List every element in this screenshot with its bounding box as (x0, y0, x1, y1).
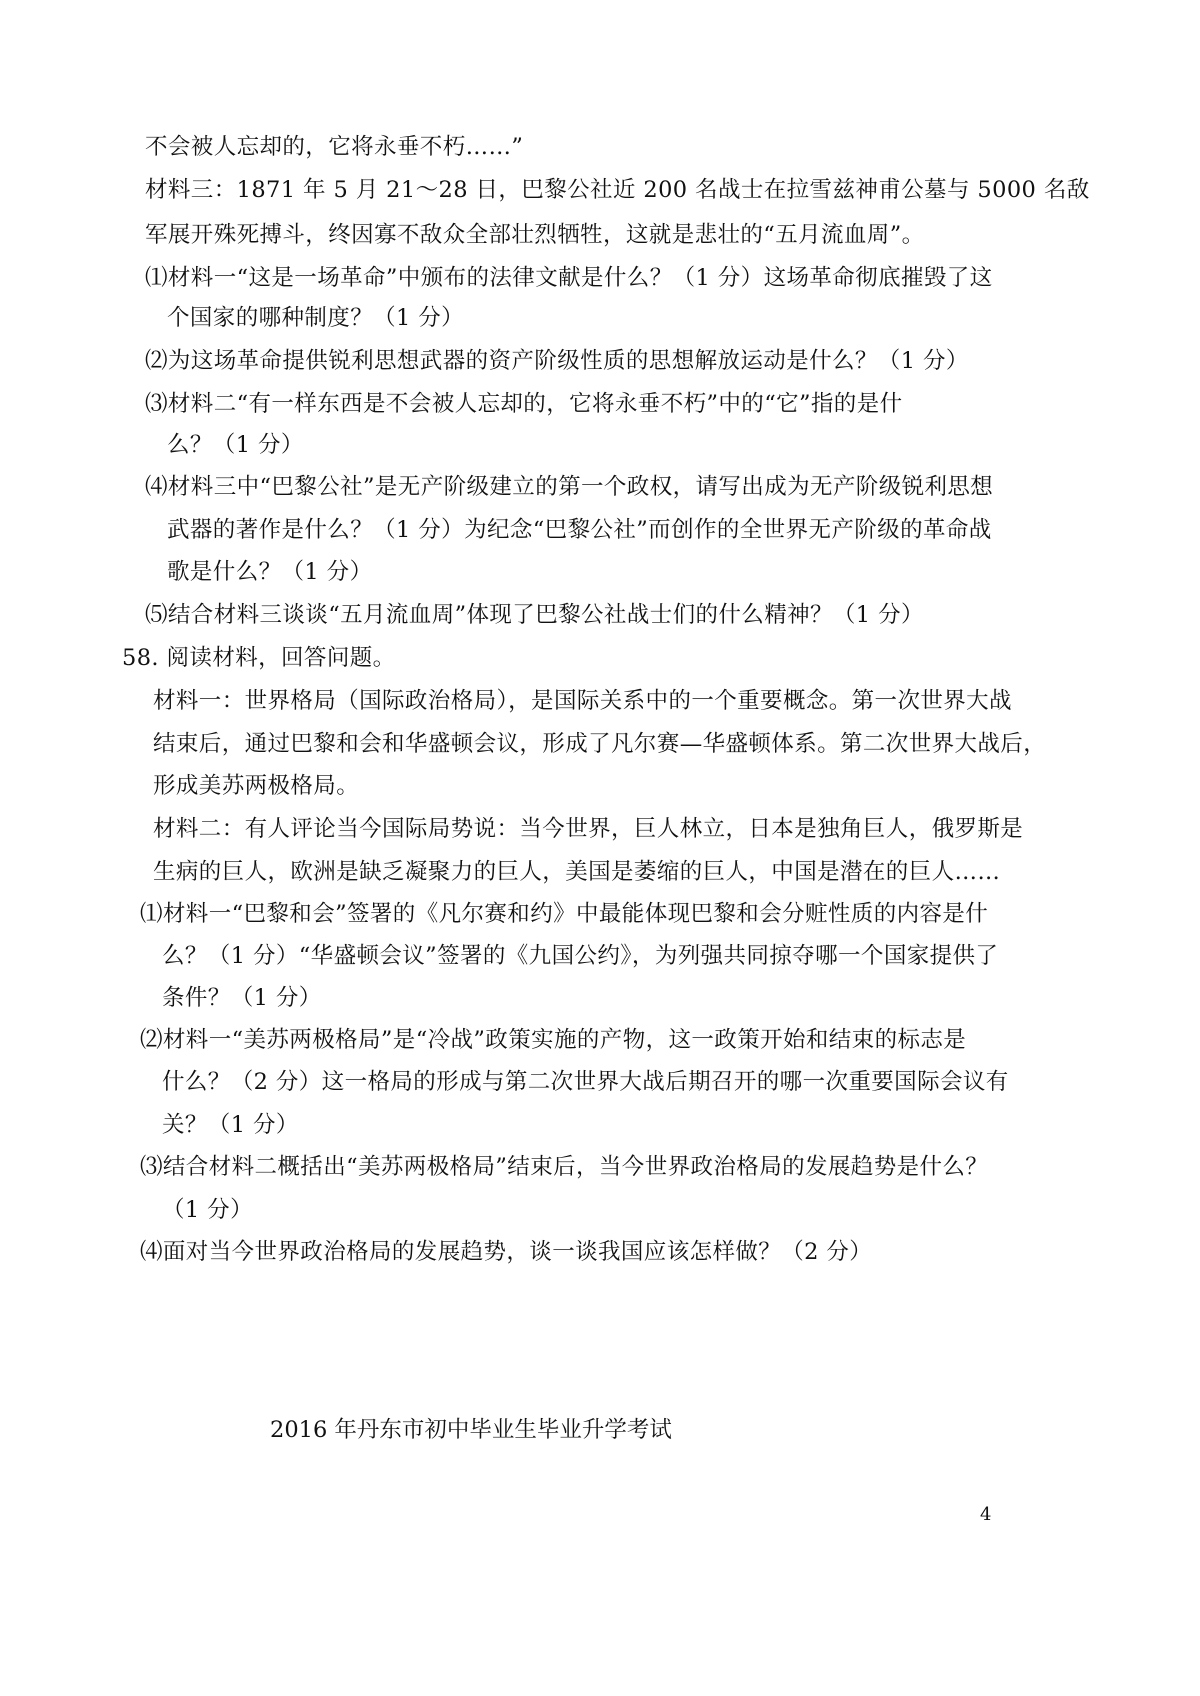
q58-material2-line-1: 材料二：有人评论当今国际局势说：当今世界，巨人林立，日本是独角巨人，俄罗斯是 (153, 816, 1024, 842)
q57-4-line-2: 武器的著作是什么？（1 分）为纪念“巴黎公社”而创作的全世界无产阶级的革命战 (167, 517, 992, 543)
q57-3-line-2: 么？（1 分） (167, 432, 304, 458)
q57-4-line-3: 歌是什么？（1 分） (167, 559, 373, 585)
q58-2-line-1: ⑵材料一“美苏两极格局”是“冷战”政策实施的产物，这一政策开始和结束的标志是 (140, 1027, 967, 1053)
material2-tail: 不会被人忘却的，它将永垂不朽……” (145, 134, 524, 160)
material3-line-1: 材料三：1871 年 5 月 21～28 日，巴黎公社近 200 名战士在拉雪兹神甫公墓与 5000 名敌 (145, 177, 1090, 203)
q58-material2-line-2: 生病的巨人，欧洲是缺乏凝聚力的巨人，美国是萎缩的巨人，中国是潜在的巨人…… (153, 859, 1001, 885)
material3-line-2: 军展开殊死搏斗，终因寡不敌众全部壮烈牺牲，这就是悲壮的“五月流血周”。 (145, 222, 925, 248)
q57-1-line-1: ⑴材料一“这是一场革命”中颁布的法律文献是什么？（1 分）这场革命彻底摧毁了这 (145, 265, 993, 291)
q58-3-line-2: （1 分） (162, 1197, 253, 1223)
q58-2-line-3: 关？（1 分） (162, 1112, 299, 1138)
q57-5-line-1: ⑸结合材料三谈谈“五月流血周”体现了巴黎公社战士们的什么精神？（1 分） (145, 602, 924, 628)
q58-1-line-3: 条件？（1 分） (162, 985, 322, 1011)
page-number: 4 (980, 1504, 992, 1525)
q58-1-line-1: ⑴材料一“巴黎和会”签署的《凡尔赛和约》中最能体现巴黎和会分赃性质的内容是什 (140, 901, 989, 927)
q57-4-line-1: ⑷材料三中“巴黎公社”是无产阶级建立的第一个政权，请写出成为无产阶级锐利思想 (145, 474, 994, 500)
q58-material1-line-3: 形成美苏两极格局。 (153, 773, 360, 799)
q57-1-line-2: 个国家的哪种制度？（1 分） (167, 305, 465, 331)
q58-material1-line-2: 结束后，通过巴黎和会和华盛顿会议，形成了凡尔赛—华盛顿体系。第二次世界大战后， (153, 731, 1047, 757)
q58-material1-line-1: 材料一：世界格局（国际政治格局），是国际关系中的一个重要概念。第一次世界大战 (153, 688, 1012, 714)
q58-4-line-1: ⑷面对当今世界政治格局的发展趋势，谈一谈我国应该怎样做？（2 分） (140, 1239, 873, 1265)
exam-title: 2016 年丹东市初中毕业生毕业升学考试 (270, 1417, 672, 1443)
q58-3-line-1: ⑶结合材料二概括出“美苏两极格局”结束后，当今世界政治格局的发展趋势是什么？ (140, 1154, 989, 1180)
q58-2-line-2: 什么？（2 分）这一格局的形成与第二次世界大战后期召开的哪一次重要国际会议有 (162, 1069, 1009, 1095)
q57-2-line-1: ⑵为这场革命提供锐利思想武器的资产阶级性质的思想解放运动是什么？（1 分） (145, 348, 969, 374)
q58-heading: 58. 阅读材料，回答问题。 (122, 645, 396, 671)
q58-1-line-2: 么？（1 分）“华盛顿会议”签署的《九国公约》，为列强共同掠夺哪一个国家提供了 (162, 943, 999, 969)
q57-3-line-1: ⑶材料二“有一样东西是不会被人忘却的，它将永垂不朽”中的“它”指的是什 (145, 391, 903, 417)
